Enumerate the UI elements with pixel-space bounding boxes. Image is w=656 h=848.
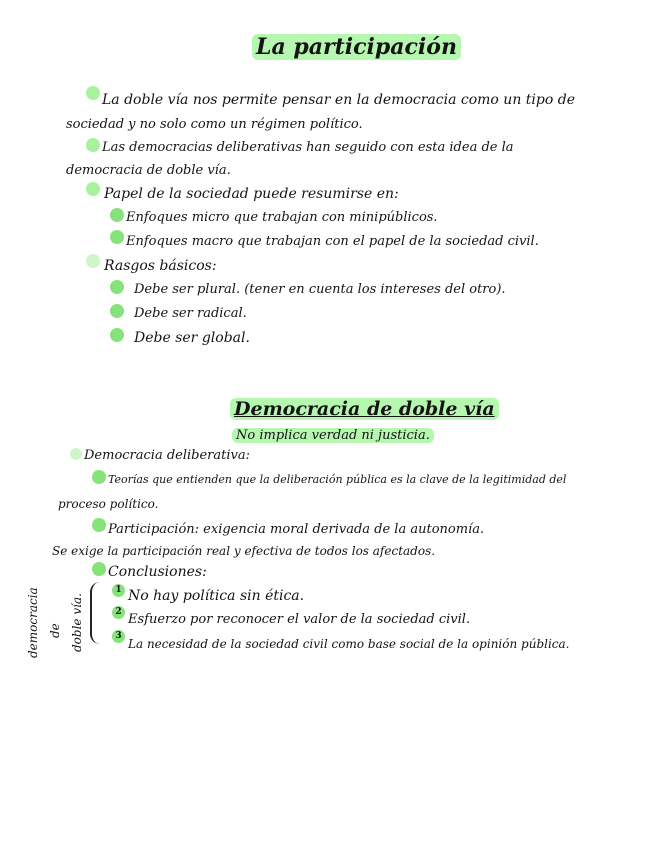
s2-item-1: Democracia deliberativa: — [84, 448, 251, 463]
item-4: Enfoques micro que trabajan con minipúblicos. — [126, 210, 438, 225]
bullet-dot — [110, 230, 124, 244]
bullet-dot — [70, 448, 82, 460]
conclusion-1: No hay política sin ética. — [128, 588, 305, 604]
conclusion-2: Esfuerzo por reconocer el valor de la sociedad civil. — [128, 612, 471, 627]
conclusion-number: 3 — [112, 630, 125, 643]
item-1-line2: sociedad y no solo como un régimen político. — [66, 117, 363, 132]
section2-title: Democracia de doble vía — [230, 398, 499, 420]
bullet-dot — [110, 304, 124, 318]
item-7: Debe ser plural. (tener en cuenta los intereses del otro). — [134, 282, 506, 297]
item-2-line1: Las democracias deliberativas han seguido con esta idea de la — [102, 140, 514, 155]
brace — [90, 582, 104, 644]
item-8: Debe ser radical. — [134, 306, 247, 321]
s2-item-2-line1: Teorías que entienden que la deliberación pública es la clave de la legitimidad del — [108, 473, 567, 486]
item-5: Enfoques macro que trabajan con el papel de la sociedad civil. — [126, 234, 539, 249]
bullet-dot — [110, 208, 124, 222]
s2-item-3: Participación: exigencia moral derivada de la autonomía. — [108, 522, 485, 537]
bullet-dot — [86, 254, 100, 268]
bullet-dot — [92, 518, 106, 532]
item-2-line2: democracia de doble vía. — [66, 163, 231, 178]
bullet-dot — [110, 328, 124, 342]
section1-title: La participación — [252, 34, 461, 60]
side-label-line1: democracia — [26, 587, 40, 658]
item-9: Debe ser global. — [134, 330, 250, 346]
side-label-line2: de — [48, 623, 62, 638]
bullet-dot — [86, 138, 100, 152]
bullet-dot — [92, 470, 106, 484]
conclusion-3: La necesidad de la sociedad civil como base social de la opinión pública. — [128, 637, 570, 651]
bullet-dot — [86, 182, 100, 196]
item-1-line1: La doble vía nos permite pensar en la democracia como un tipo de — [102, 92, 575, 108]
conclusion-number: 1 — [112, 584, 125, 597]
s2-item-2-line2: proceso político. — [58, 497, 159, 511]
item-6: Rasgos básicos: — [104, 258, 217, 274]
side-label-line3: doble vía. — [70, 593, 84, 652]
bullet-dot — [86, 86, 100, 100]
conclusion-number: 2 — [112, 606, 125, 619]
bullet-dot — [110, 280, 124, 294]
s2-item-5: Conclusiones: — [108, 564, 207, 580]
item-3: Papel de la sociedad puede resumirse en: — [104, 186, 399, 202]
s2-item-4: Se exige la participación real y efectiva de todos los afectados. — [52, 544, 436, 558]
section2-subtitle: No implica verdad ni justicia. — [232, 428, 434, 444]
